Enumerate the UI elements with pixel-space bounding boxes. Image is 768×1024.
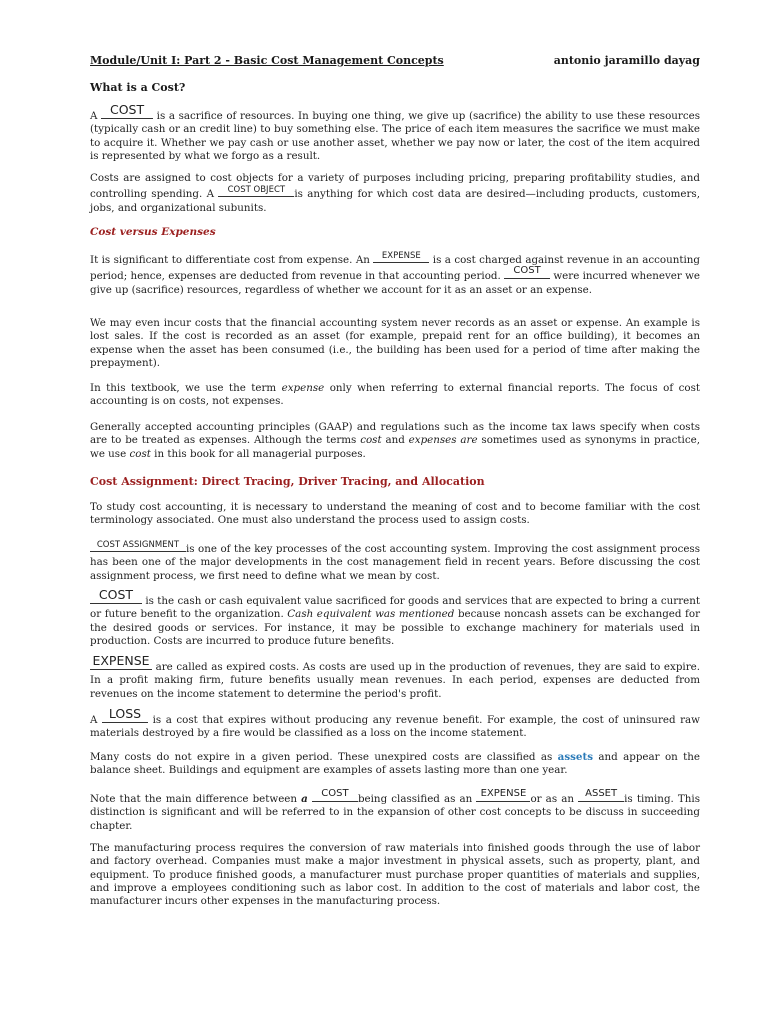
- fill-blank-asset: ASSET: [578, 790, 624, 802]
- heading-what-is-cost: What is a Cost?: [90, 81, 186, 94]
- fill-blank-cost-3: COST: [90, 592, 142, 604]
- paragraph-manufacturing-process: The manufacturing process requires the conversion of raw materials into finished goods through the use of labor and factory overhead. Companies must make a major investment in physical assets, such as property, plant, and equipment. To produce finished goods, a manufacturer must purchase proper quantities of materials and supplies, and improve a employees conditioning such as labor cost. In addition to the cost of materials and labor cost, the manufacturer incurs other expenses in the manufacturing process.: [90, 842, 700, 908]
- fill-blank-cost-2: COST: [504, 267, 550, 279]
- paragraph-lost-sales: We may even incur costs that the financial accounting system never records as an asset or expense. An example is lost sales. If the cost is recorded as an asset (for example, prepaid rent for an office building), it becomes an expense when the asset has been consumed (i.e., the building has been used for a period of time after making the prepayment).: [90, 317, 700, 369]
- paragraph-study-cost-accounting: To study cost accounting, it is necessary to understand the meaning of cost and to become familiar with the cost terminology associated. One must also understand the process used to assign costs.: [90, 501, 700, 527]
- fill-blank-cost-object: COST OBJECT: [218, 185, 294, 197]
- heading-cost-assignment: Cost Assignment: Direct Tracing, Driver Tracing, and Allocation: [90, 475, 485, 488]
- heading-cost-vs-expenses: Cost versus Expenses: [90, 226, 216, 238]
- fill-blank-cost: COST: [101, 107, 153, 119]
- paragraph-gaap: Generally accepted accounting principles (GAAP) and regulations such as the income tax laws specify when costs are to be treated as expenses. Although the terms cost and expenses are sometimes used as synonyms in practice, we use cost in this book for all managerial purposes.: [90, 421, 700, 460]
- paragraph-cost-definition: A COST is a sacrifice of resources. In buying one thing, we give up (sacrifice) the ability to use these resources (typically cash or an credit line) to buy something else. The price of each item measures the sacrifice we must make to acquire it. Whether we pay cash or use another asset, whether we pay now or later, the cost of the item acquired is represented by what we forgo as a result.: [90, 101, 700, 162]
- fill-blank-loss: LOSS: [102, 711, 148, 723]
- fill-blank-expense-2: EXPENSE: [90, 658, 152, 670]
- fill-blank-cost-4: COST: [312, 790, 358, 802]
- paragraph-expired-costs: EXPENSE are called as expired costs. As costs are used up in the production of revenues, they are said to expire. In a profit making firm, future benefits usually mean revenues. In each period, expenses are deducted from revenues on the income statement to determine the period's profit.: [90, 652, 700, 700]
- paragraph-unexpired-costs: Many costs do not expire in a given period. These unexpired costs are classified as assets and appear on the balance sheet. Buildings and equipment are examples of assets lasting more than one year.: [90, 751, 700, 777]
- author-name: antonio jaramillo dayag: [553, 54, 700, 67]
- paragraph-timing-difference: Note that the main difference between a COST being classified as an EXPENSE or as an ASSET is timing. This distinction is significant and will be referred to in the expansion of other cost concepts to be discuss in succeeding chapter.: [90, 788, 700, 832]
- paragraph-loss: A LOSS is a cost that expires without producing any revenue benefit. For example, the cost of uninsured raw materials destroyed by a fire would be classified as a loss on the income statement.: [90, 705, 700, 740]
- assets-term: assets: [557, 751, 594, 763]
- fill-blank-expense: EXPENSE: [373, 251, 429, 263]
- paragraph-cost-assignment: COST ASSIGNMENT is one of the key processes of the cost accounting system. Improving the cost assignment process has been one of the major developments in the cost management field in recent years. Before discussing the cost assignment process, we first need to define what we mean by cost.: [90, 539, 700, 582]
- paragraph-cost-value: COST is the cash or cash equivalent value sacrificed for goods and services that are expected to bring a current or future benefit to the organization. Cash equivalent was mentioned because noncash assets can be exchanged for the desired goods or services. For instance, it may be possible to exchange machinery for materials used in production. Costs are incurred to produce future benefits.: [90, 586, 700, 647]
- module-title: Module/Unit I: Part 2 - Basic Cost Management Concepts: [90, 54, 444, 67]
- paragraph-expense-definition: It is significant to differentiate cost from expense. An EXPENSE is a cost charged against revenue in an accounting period; hence, expenses are deducted from revenue in that accounting period. COST were incurred whenever we give up (sacrifice) resources, regardless of whether we account for it as an asset or an expense.: [90, 250, 700, 296]
- fill-blank-cost-assignment: COST ASSIGNMENT: [90, 540, 186, 552]
- paragraph-expense-usage: In this textbook, we use the term expense only when referring to external financial reports. The focus of cost accounting is on costs, not expenses.: [90, 382, 701, 408]
- paragraph-cost-objects: Costs are assigned to cost objects for a variety of purposes including pricing, preparing profitability studies, and controlling spending. A COST OBJECT is anything for which cost data are desired—including products, customers, jobs, and organizational subunits.: [90, 172, 700, 214]
- page-header: [90, 54, 700, 72]
- fill-blank-expense-3: EXPENSE: [476, 790, 530, 802]
